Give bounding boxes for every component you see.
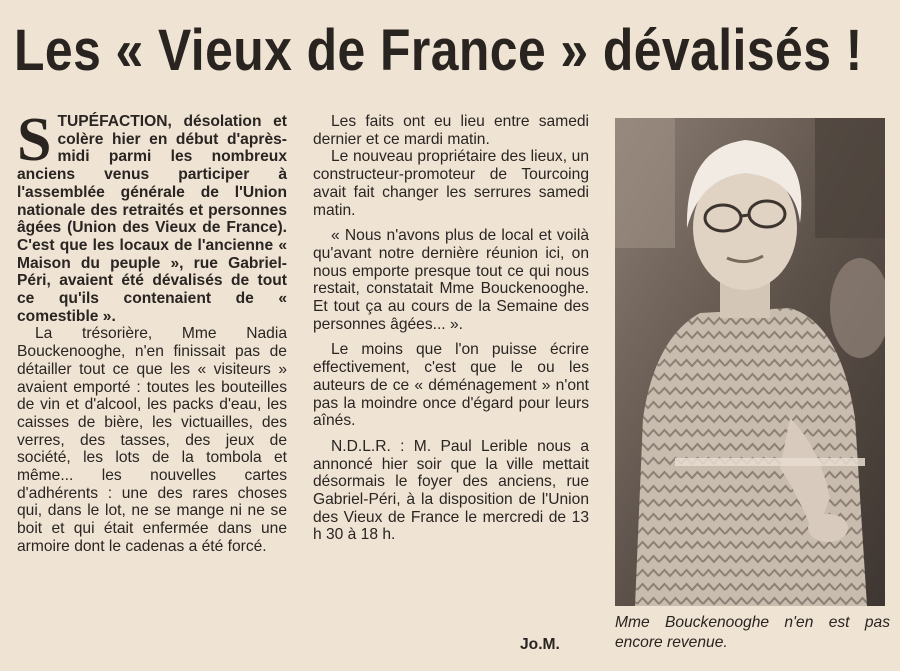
lead-paragraph xyxy=(17,106,287,325)
photo-caption: Mme Bouckenooghe n'en est pas encore revenue. xyxy=(615,614,890,651)
photo xyxy=(615,118,885,606)
paragraph: N.D.L.R. : M. Paul Lerible nous a annoncé hier soir que la ville mettait désormais le foyer des anciens, rue Gabriel-Péri, à la disposition de l'Union des Vieux de France le mercredi de 13 h 30 à 18 h. xyxy=(313,437,589,544)
author-signature: Jo.M. xyxy=(520,636,560,653)
lead-text: TUPÉFACTION, désolation et colère hier en début d'après-midi parmi les nombreux anciens venus participer à l'assemblée générale de l'Union nationale des retraités et personnes âgées (Union des Vieux de France). C'est que les locaux de l'ancienne « Maison du peuple », rue Gabriel-Péri, avaient été dévalisés de tout ce qu'ils contenaient de « comestible ». xyxy=(17,113,287,325)
paragraph: Le moins que l'on puisse écrire effectivement, c'est que le ou les auteurs de ce « déménagement » n'ont pas la moindre once d'égard pour leurs aînés. xyxy=(313,341,589,430)
article-column-2 xyxy=(313,113,589,544)
paragraph: Les faits ont eu lieu entre samedi dernier et ce mardi matin. xyxy=(313,113,589,148)
drop-cap: S xyxy=(17,106,52,174)
paragraph: Le nouveau propriétaire des lieux, un constructeur-promoteur de Tourcoing avait fait changer les serrures samedi matin. xyxy=(313,148,589,219)
paragraph: La trésorière, Mme Nadia Bouckenooghe, n'en finissait pas de détailler tout ce que les « visiteurs » avaient emporté : toutes les bouteilles de vin et d'alcool, les packs d'eau, les caisses de bière, les victuailles, des verres, des tasses, des jeux de société, les lots de la tombola et même... les nouvelles cartes d'adhérents : une des rares choses qui, dans le lot, ne se mange ni ne se boit et qui était enfermée dans une armoire dont le cadenas a été forcé. xyxy=(17,325,287,555)
portrait-image xyxy=(615,118,885,606)
paragraph: « Nous n'avons plus de local et voilà qu'avant notre dernière réunion ici, on nous emporte presque tout ce qui nous restait, constatait Mme Bouckenooghe. Et tout ça au cours de la Semaine des personnes âgées... ». xyxy=(313,227,589,333)
article-column-1 xyxy=(17,106,287,556)
headline: Les « Vieux de France » dévalisés ! xyxy=(14,18,863,83)
